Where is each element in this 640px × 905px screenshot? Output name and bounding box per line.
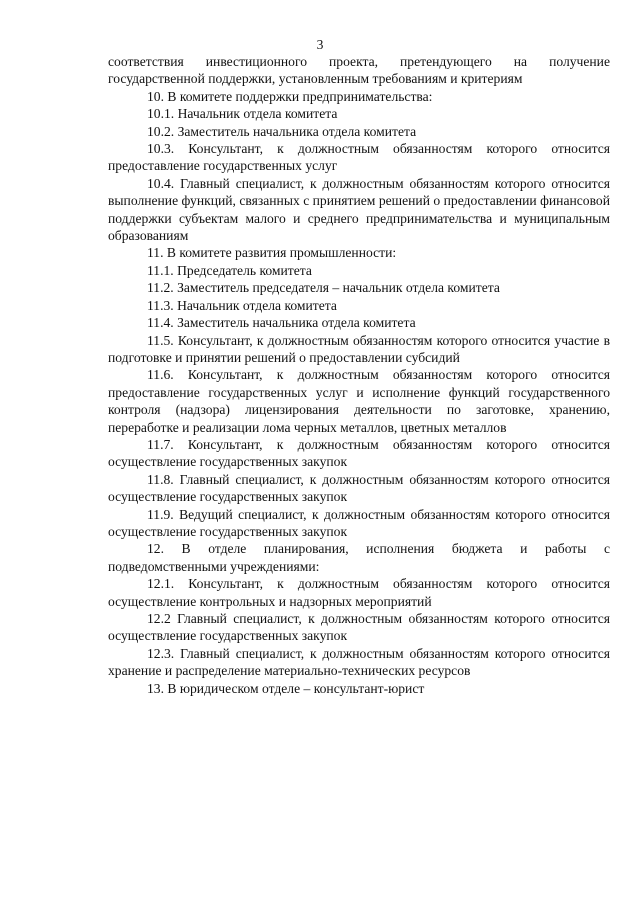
list-item: 11.9. Ведущий специалист, к должностным обязанностям которого относится осуществление государственных закупок [108,506,610,539]
list-item: 10. В комитете поддержки предпринимательства: [147,88,433,104]
list-item: 11.6. Консультант, к должностным обязанностям которого относится предоставление государственных услуг и исполнение функций государственного контроля (надзора) лицензирования деятельности по заготовке, хранению, переработке и реализации лома черных металлов, цветных металлов [108,367,610,435]
list-item: 10.1. Начальник отдела комитета [147,106,338,122]
list-item: 10.3. Консультант, к должностным обязанностям которого относится предоставление государственных услуг [108,141,610,174]
list-item: 10.2. Заместитель начальника отдела комитета [147,123,417,139]
list-of-positions [108,88,610,697]
list-item: 11.4. Заместитель начальника отдела комитета [147,315,416,331]
list-item: 12.1. Консультант, к должностным обязанностям которого относится осуществление контрольных и надзорных мероприятий [108,576,610,609]
continuation-line: соответствия инвестиционного проекта, претендующего на получение [108,54,610,69]
list-item: 11.5. Консультант, к должностным обязанностям которого относится участие в подготовке и принятии решений о предоставлении субсидий [108,332,610,365]
list-item: 11.2. Заместитель председателя – начальник отдела комитета [147,280,500,296]
list-item: 11. В комитете развития промышленности: [147,245,397,261]
list-item: 11.7. Консультант, к должностным обязанностям которого относится осуществление государственных закупок [108,436,610,470]
continuation-line: государственной поддержки, установленным требованиям и критериям [108,71,523,87]
list-item: 12. В отделе планирования, исполнения бюджета и работы с подведомственными учреждениями: [108,541,610,574]
list-item: 12.2 Главный специалист, к должностным обязанностям которого относится осуществление государственных закупок [108,611,610,644]
list-item: 10.4. Главный специалист, к должностным обязанностям которого относится выполнение функций, связанных с принятием решений о предоставлении финансовой поддержки субъектам малого и среднего предпринимательства и муниципальным образованиям [108,175,610,244]
list-item: 13. В юридическом отделе – консультант-юрист [147,680,425,696]
list-item: 11.1. Председатель комитета [147,262,312,278]
list-item: 11.8. Главный специалист, к должностным обязанностям которого относится осуществление государственных закупок [108,471,610,505]
page-number: 3 [316,37,324,52]
list-item: 12.3. Главный специалист, к должностным обязанностям которого относится хранение и распределение материально-технических ресурсов [108,645,610,679]
document-body [108,53,610,697]
list-item: 11.3. Начальник отдела комитета [147,297,337,313]
